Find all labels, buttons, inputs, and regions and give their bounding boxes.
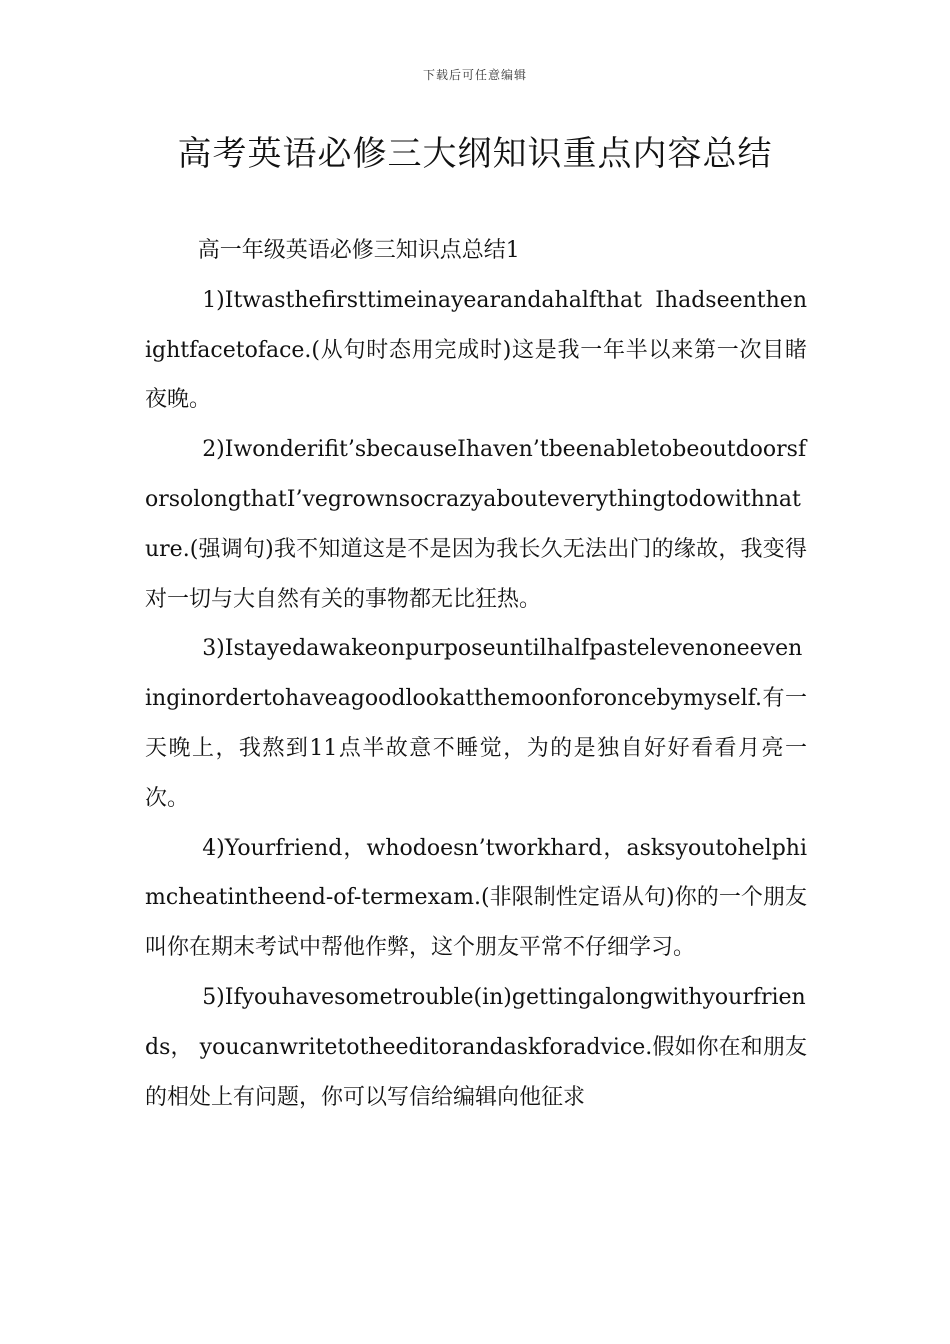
document-body <box>145 226 807 1122</box>
paragraph-3: 3)Istayedawakeonpurposeuntilhalfpastelevenoneeveninginordertohaveagoodlookatthemoonforoncebymyself.有一天晚上，我熬到11点半故意不睡觉，为的是独自好好看看月亮一次。 <box>145 636 807 811</box>
header-note: 下载后可任意编辑 <box>422 68 527 82</box>
paragraph-2: 2)Iwonderifit’sbecauseIhaven’tbeenabletobeoutdoorsforsolongthatI’vegrownsocrazyabouteverythingtodowithnature.(强调句)我不知道这是不是因为我长久无法出门的缘故，我变得对一切与大自然有关的事物都无比狂热。 <box>145 437 807 612</box>
paragraph-4: 4)Yourfriend，whodoesn’tworkhard，asksyoutohelphimcheatintheend-of-termexam.(非限制性定语从句)你的一个朋友叫你在期末考试中帮他作弊，这个朋友平常不仔细学习。 <box>145 835 807 961</box>
paragraph-5: 5)Ifyouhavesometrouble(in)gettingalongwithyourfriends， youcanwritetotheeditorandaskforadvice.假如你在和朋友的相处上有问题，你可以写信给编辑向他征求 <box>145 984 807 1110</box>
paragraph-1: 1)Itwasthefirsttimeinayearandahalfthat Ihadseenthenightfacetoface.(从句时态用完成时)这是我一年半以来第一次目睹夜晚。 <box>145 287 807 413</box>
section-heading: 高一年级英语必修三知识点总结1 <box>197 238 520 263</box>
document-title: 高考英语必修三大纲知识重点内容总结 <box>177 134 773 174</box>
